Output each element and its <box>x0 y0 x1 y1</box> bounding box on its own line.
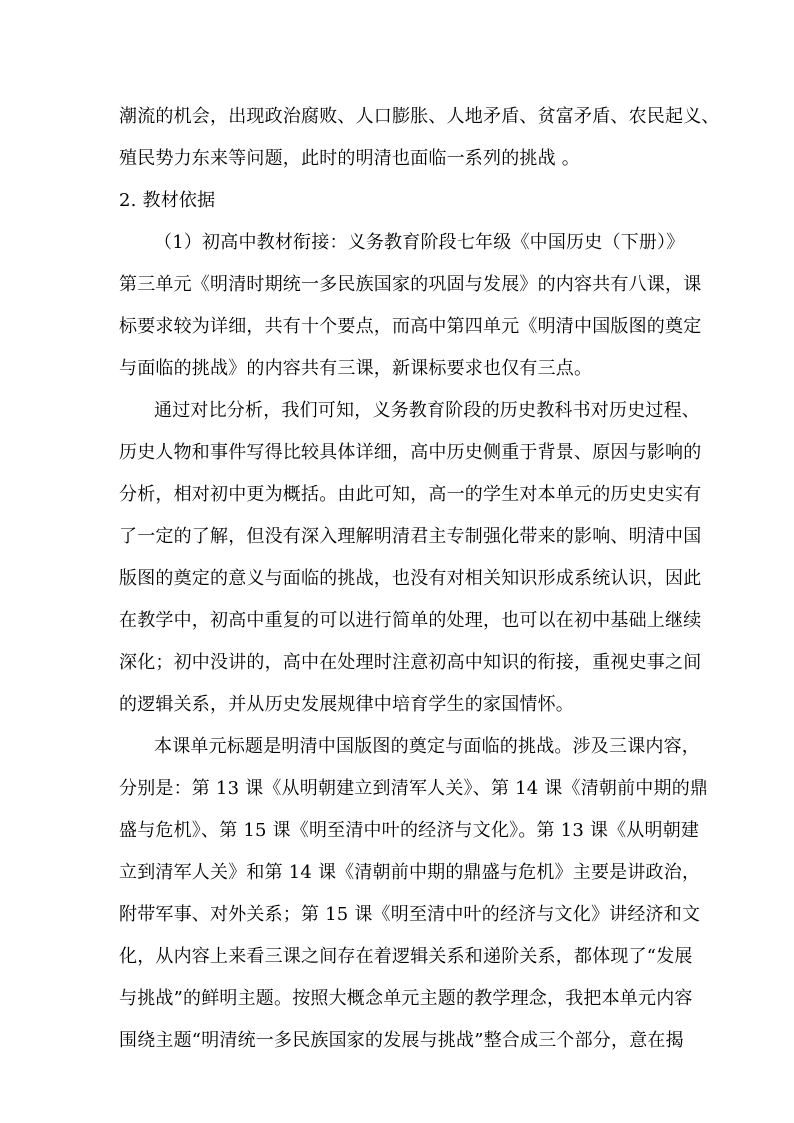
paragraph-line: 深化；初中没讲的，高中在处理时注意初高中知识的衔接，重视史事之间 <box>119 652 702 673</box>
paragraph-line: 化，从内容上来看三课之间存在着逻辑关系和递阶关系，都体现了“发展 <box>119 946 693 967</box>
paragraph-line: 版图的奠定的意义与面临的挑战，也没有对相关知识形成系统认识，因此 <box>119 568 702 589</box>
paragraph-line: 了一定的了解，但没有深入理解明清君主专制强化带来的影响、明清中国 <box>119 526 702 547</box>
paragraph-line: 盛与危机》、第 15 课《明至清中叶的经济与文化》。第 13 课《从明朝建 <box>119 820 700 841</box>
paragraph-line: 殖民势力东来等问题，此时的明清也面临一系列的挑战 。 <box>119 148 580 169</box>
paragraph-line: 通过对比分析，我们可知，义务教育阶段的历史教科书对历史过程、 <box>154 400 700 421</box>
paragraph-line: 在教学中，初高中重复的可以进行简单的处理，也可以在初中基础上继续 <box>119 610 702 631</box>
paragraph-line: 附带军事、对外关系；第 15 课《明至清中叶的经济与文化》讲经济和文 <box>119 904 701 925</box>
section-heading: 2. 教材依据 <box>119 190 216 211</box>
paragraph-line: 立到清军人关》和第 14 课《清朝前中期的鼎盛与危机》主要是讲政治， <box>119 862 701 883</box>
paragraph-line: 潮流的机会，出现政治腐败、人口膨胀、人地矛盾、贫富矛盾、农民起义、 <box>119 106 720 127</box>
paragraph-line: 第三单元《明清时期统一多民族国家的巩固与发展》的内容共有八课，课 <box>119 274 702 295</box>
paragraph-line: 围绕主题“明清统一多民族国家的发展与挑战”整合成三个部分，意在揭 <box>119 1030 684 1051</box>
paragraph-line: 分别是：第 13 课《从明朝建立到清军人关》、第 14 课《清朝前中期的鼎 <box>119 778 709 799</box>
paragraph-line: 的逻辑关系，并从历史发展规律中培育学生的家国情怀。 <box>119 694 574 715</box>
paragraph-line: 标要求较为详细，共有十个要点，而高中第四单元《明清中国版图的奠定 <box>119 316 702 337</box>
paragraph-line: 本课单元标题是明清中国版图的奠定与面临的挑战。涉及三课内容， <box>154 736 700 757</box>
paragraph-line: 分析，相对初中更为概括。由此可知，高一的学生对本单元的历史史实有 <box>119 484 702 505</box>
paragraph-line: 历史人物和事件写得比较具体详细，高中历史侧重于背景、原因与影响的 <box>119 442 702 463</box>
paragraph-line: （1）初高中教材衔接：义务教育阶段七年级《中国历史（下册）》 <box>154 232 685 253</box>
paragraph-line: 与挑战”的鲜明主题。按照大概念单元主题的教学理念，我把本单元内容 <box>119 988 693 1009</box>
paragraph-line: 与面临的挑战》的内容共有三课，新课标要求也仅有三点。 <box>119 358 593 379</box>
